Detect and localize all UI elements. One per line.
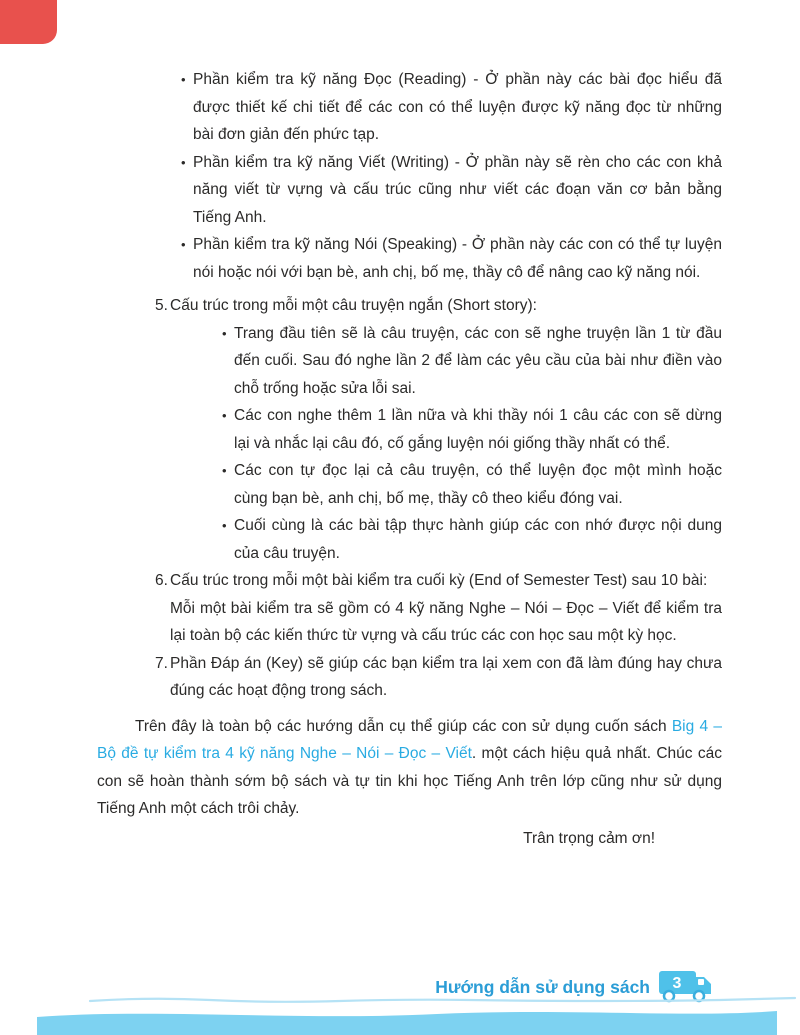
bullet-text: Các con tự đọc lại cả câu truyện, có thể luyện đọc một mình hoặc cùng bạn bè, anh chị, bố mẹ, thầy cô theo kiểu đóng vai. [234,462,722,507]
bullet-text: Phần kiểm tra kỹ năng Đọc (Reading) - Ở phần này các bài đọc hiểu đã được thiết kế chi tiết để các con có thể luyện được kỹ năng đọc từ những bài đơn giản đến phức tạp. [193,71,722,143]
thanks-line: Trân trọng cảm ơn! [523,829,655,847]
item-text: Mỗi một bài kiểm tra sẽ gồm có 4 kỹ năng Nghe – Nói – Đọc – Viết để kiểm tra lại toàn bộ các kiến thức từ vựng và cấu trúc các con học sau một kỳ học. [170,599,722,644]
item-title: Cấu trúc trong mỗi một bài kiểm tra cuối kỳ (End of Semester Test) sau 10 bài: [170,572,708,589]
item-number: 7. [155,654,168,672]
bullet-text: Trang đầu tiên sẽ là câu truyện, các con sẽ nghe truyện lần 1 từ đầu đến cuối. Sau đó nghe lần 2 để làm các yêu cầu của bài như điền vào chỗ trống hoặc sửa lỗi sai. [234,324,722,397]
list-item [222,402,722,457]
bullet-icon: • [181,237,186,252]
numbered-section [155,292,722,705]
closing-paragraph [97,713,722,823]
list-item [181,66,722,149]
closing-text-post: . một cách hiệu quả nhất. Chúc các con sẽ hoàn thành sớm bộ sách và tự tin khi học Tiếng Anh trên lớp cũng như sử dụng Tiếng Anh một cách trôi chảy. [97,745,722,817]
bullet-icon: • [181,72,186,87]
item-number: 6. [155,572,168,589]
list-item [181,231,722,286]
bullet-text: Phần kiểm tra kỹ năng Viết (Writing) - Ở phần này sẽ rèn cho các con khả năng viết từ vựng và cấu trúc cũng như viết các đoạn văn cơ bản bằng Tiếng Anh. [193,153,722,226]
intro-bullet-list [0,66,800,286]
list-item [222,512,722,567]
numbered-item-7 [155,650,722,705]
road-line [0,992,800,1006]
bullet-icon: • [222,408,227,423]
numbered-item-5 [155,292,722,567]
list-item [222,457,722,512]
item-title: Cấu trúc trong mỗi một câu truyện ngắn (Short story): [170,297,537,314]
bottom-wave [37,1005,777,1035]
bullet-text: Phần kiểm tra kỹ năng Nói (Speaking) - Ở phần này các con có thể tự luyện nói hoặc nói với bạn bè, anh chị, bố mẹ, thầy cô để nâng cao kỹ năng nói. [193,236,722,281]
item-text: Phần Đáp án (Key) sẽ giúp các bạn kiểm tra lại xem con đã làm đúng hay chưa đúng các hoạt động trong sách. [170,654,722,699]
footer-section-label: Hướng dẫn sử dụng sách [435,977,650,997]
bullet-icon: • [181,154,186,170]
item-number: 5. [155,297,168,314]
bullet-icon: • [222,325,227,341]
bullet-text: Các con nghe thêm 1 lần nữa và khi thầy nói 1 câu các con sẽ dừng lại và nhắc lại câu đó, cố gắng luyện nói giống thầy nhất có thể. [234,407,722,452]
short-story-bullet-list [196,320,722,568]
page-number: 3 [672,975,682,992]
closing-text-pre: Trên đây là toàn bộ các hướng dẫn cụ thể giúp các con sử dụng cuốn sách [135,717,672,735]
bullet-text: Cuối cùng là các bài tập thực hành giúp các con nhớ được nội dung của câu truyện. [234,517,722,562]
bullet-icon: • [222,463,227,478]
list-item [181,149,722,232]
numbered-item-6 [155,567,722,650]
list-item [222,320,722,403]
book-title-highlight: Big 4 – Bộ đề tự kiểm tra 4 kỹ năng Nghe – Nói – Đọc – Viết [97,717,722,762]
bullet-icon: • [222,518,227,533]
